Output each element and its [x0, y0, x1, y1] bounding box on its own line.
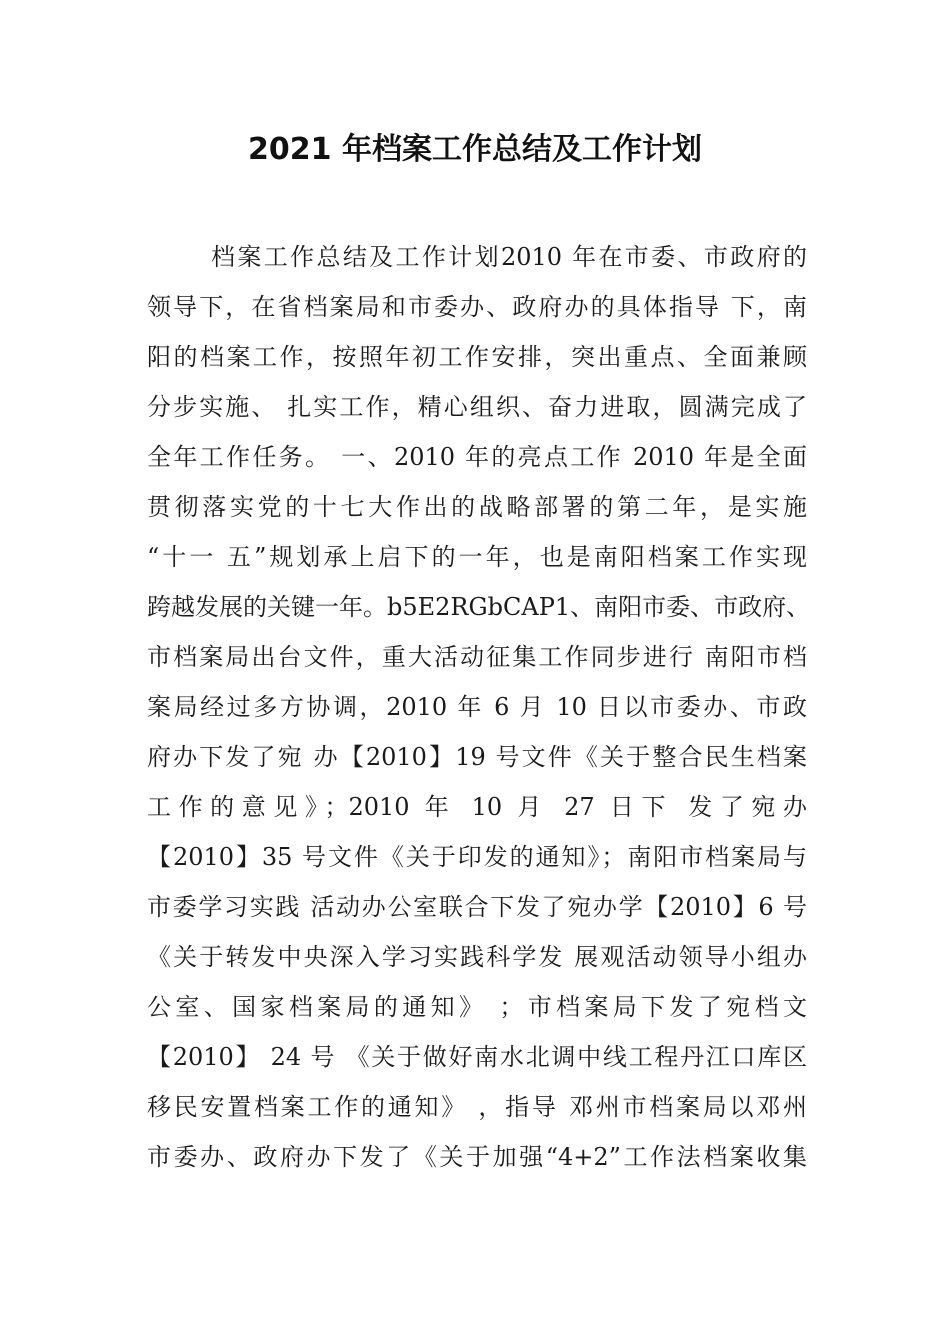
body-line-12: 工作的意见》；2010 年 10 月 27 日下 发了宛办 [147, 793, 807, 821]
body-line-2: 领导下，在省档案局和市委办、政府办的具体指导 下，南 [147, 293, 807, 321]
body-line-10: 案局经过多方协调，2010 年 6 月 10 日以市委办、市政 [147, 693, 807, 721]
body-line-13: 【2010】35 号文件《关于印发的通知》；南阳市档案局与 [147, 843, 807, 871]
body-line-19: 市委办、政府办下发了《关于加强“4+2”工作法档案收集 [147, 1143, 807, 1171]
document-title: 2021 年档案工作总结及工作计划 [248, 132, 702, 167]
body-line-4: 分步实施、 扎实工作，精心组织、奋力进取，圆满完成了 [147, 393, 807, 421]
body-line-18: 移民安置档案工作的通知》 ，指导 邓州市档案局以邓州 [147, 1093, 807, 1121]
body-line-15: 《关于转发中央深入学习实践科学发 展观活动领导小组办 [147, 943, 807, 971]
body-line-8: 跨越发展的关键一年。b5E2RGbCAP1、南阳市委、市政府、 [147, 593, 811, 621]
body-line-3: 阳的档案工作，按照年初工作安排，突出重点、全面兼顾 [147, 343, 807, 371]
body-line-7: “十一 五”规划承上启下的一年，也是南阳档案工作实现 [147, 543, 807, 571]
body-line-9: 市档案局出台文件，重大活动征集工作同步进行 南阳市档 [147, 643, 807, 671]
document-body [147, 232, 811, 1182]
body-line-6: 贯彻落实党的十七大作出的战略部署的第二年，是实施 [147, 493, 807, 521]
body-line-16: 公室、国家档案局的通知》 ；市档案局下发了宛档文 [147, 993, 807, 1021]
body-line-5: 全年工作任务。 一、2010 年的亮点工作 2010 年是全面 [147, 443, 807, 471]
body-line-11: 府办下发了宛 办【2010】19 号文件《关于整合民生档案 [147, 743, 807, 771]
body-line-17: 【2010】 24 号 《关于做好南水北调中线工程丹江口库区 [147, 1043, 807, 1071]
body-line-1: 档案工作总结及工作计划2010 年在市委、市政府的 [211, 243, 807, 271]
body-line-14: 市委学习实践 活动办公室联合下发了宛办学【2010】6 号 [147, 893, 807, 921]
